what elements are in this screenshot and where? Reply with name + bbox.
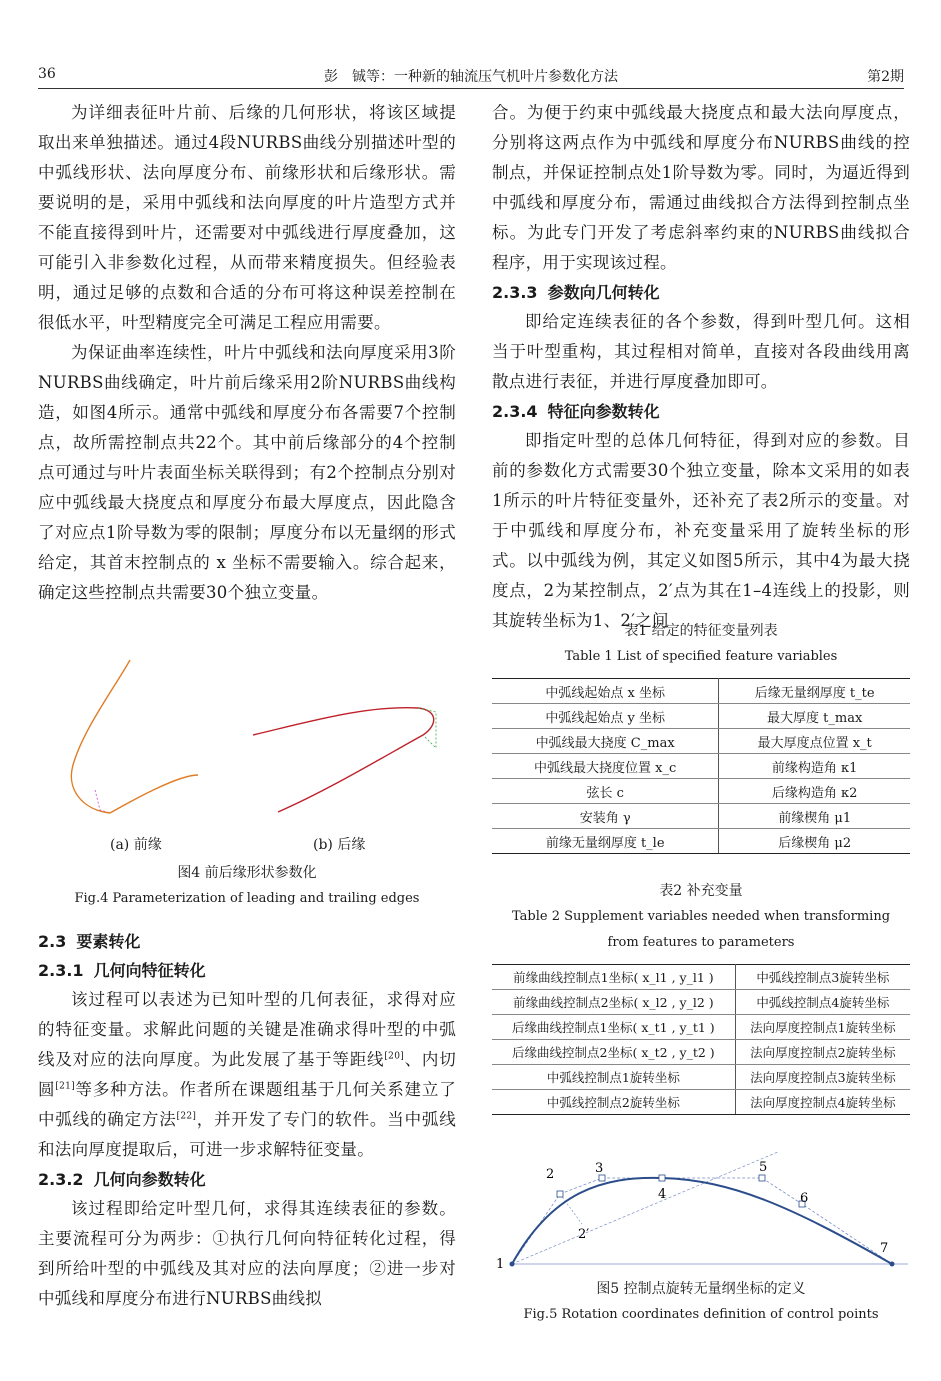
table-row: 前缘曲线控制点1坐标( x_l1 , y_l1 ) 中弧线控制点3旋转坐标	[492, 965, 910, 990]
table-2-caption-en-line2: from features to parameters	[607, 935, 795, 950]
control-point-2	[557, 1191, 563, 1197]
table-row: 前缘曲线控制点2坐标( x_l2 , y_l2 ) 中弧线控制点4旋转坐标	[492, 990, 910, 1015]
point-label: 6	[800, 1191, 809, 1206]
figure-4	[38, 650, 456, 910]
leading-edge-lower-curve	[110, 775, 198, 813]
table-row: 后缘曲线控制点2坐标( x_t2 , y_t2 ) 法向厚度控制点2旋转坐标	[492, 1040, 910, 1065]
citation: [22]	[176, 1111, 197, 1122]
figure-5-caption-en: Fig.5 Rotation coordinates definition of control points	[523, 1307, 879, 1322]
table-1-caption-cn: 表1 给定的特征变量列表	[624, 623, 778, 639]
figure-4-plot	[38, 650, 456, 830]
trailing-edge-curve	[253, 708, 434, 812]
table-1-caption-en: Table 1 List of specified feature variables	[564, 649, 838, 664]
subsection-heading: 2.3.1 几何向特征转化	[38, 961, 206, 980]
citation: [20]	[384, 1051, 405, 1062]
issue-number: 第2期	[867, 69, 904, 85]
table-2-body	[492, 964, 910, 1115]
control-point-7	[890, 1262, 895, 1267]
point-label: 5	[759, 1160, 768, 1175]
table-row: 后缘曲线控制点1坐标( x_t1 , y_t1 ) 法向厚度控制点1旋转坐标	[492, 1015, 910, 1040]
control-point-5	[759, 1175, 765, 1181]
left-column	[38, 98, 456, 608]
figure-4-caption-cn: 图4 前后缘形状参数化	[177, 865, 317, 881]
trailing-edge-control-polygon	[418, 708, 436, 748]
left-column-lower	[38, 927, 456, 1314]
paragraph: 该过程可以表述为已知叶型的几何表征，求得对应的特征变量。求解此问题的关键是准确求得叶型的中弧线及对应的法向厚度。为此发展了基于等距线[20]、内切圆[21]等多种方法。作者所在课题组基于几何关系建立了中弧线的确定方法[22]，并开发了专门的软件。当中弧线和法向厚度提取后，可进一步求解特征变量。	[38, 990, 456, 1159]
table-row: 弦长 c 后缘构造角 κ2	[492, 779, 910, 804]
table-row: 中弧线最大挠度位置 x_c 前缘构造角 κ1	[492, 754, 910, 779]
point-label: 4	[658, 1187, 667, 1202]
paragraph: 该过程即给定叶型几何，求得其连续表征的参数。主要流程可分为两步：①执行几何向特征转化过程，得到所给叶型的中弧线及其对应的法向厚度；②进一步对中弧线和厚度分布进行NURBS曲线拟	[38, 1199, 456, 1308]
point-label: 2	[546, 1167, 555, 1182]
paragraph: 为保证曲率连续性，叶片中弧线和法向厚度采用3阶NURBS曲线确定，叶片前后缘采用2阶NURBS曲线构造，如图4所示。通常中弧线和厚度分布各需要7个控制点，故所需控制点共22个。其中前后缘部分的4个控制点可通过与叶片表面坐标关联得到；有2个控制点分别对应中弧线最大挠度点和厚度分布最大厚度点，因此隐含了对应点1阶导数为零的限制；厚度分布以无量纲的形式给定，其首末控制点的 x 坐标不需要输入。综合起来，确定这些控制点共需要30个独立变量。	[38, 343, 456, 602]
section-heading: 2.3 要素转化	[38, 932, 141, 951]
figure-5-plot	[492, 1152, 910, 1276]
camber-line	[512, 1178, 892, 1264]
citation: [21]	[55, 1081, 76, 1092]
table-row: 安装角 γ 前缘楔角 μ1	[492, 804, 910, 829]
leading-edge-curve	[71, 660, 130, 813]
figure-5-caption-cn: 图5 控制点旋转无量纲坐标的定义	[596, 1281, 806, 1297]
running-header	[38, 62, 904, 89]
table-row: 中弧线控制点2旋转坐标 法向厚度控制点4旋转坐标	[492, 1090, 910, 1115]
subsection-heading: 2.3.2 几何向参数转化	[38, 1170, 206, 1189]
paragraph: 合。为便于约束中弧线最大挠度点和最大法向厚度点，分别将这两点作为中弧线和厚度分布NURBS曲线的控制点，并保证控制点处1阶导数为零。同时，为逼近得到中弧线和厚度分布，需通过曲线拟合方法得到控制点坐标。为此专门开发了考虑斜率约束的NURBS曲线拟合程序，用于实现该过程。	[492, 103, 910, 272]
table-2-caption-cn: 表2 补充变量	[659, 883, 743, 899]
point-label: 1	[496, 1257, 505, 1272]
figure-5	[492, 1152, 910, 1332]
running-title: 彭 铖等：一种新的轴流压气机叶片参数化方法	[324, 69, 618, 85]
right-column	[492, 98, 910, 636]
table-row: 中弧线起始点 x 坐标 后缘无量纲厚度 t_te	[492, 679, 910, 704]
table-2-caption-en-line1: Table 2 Supplement variables needed when transforming	[511, 909, 891, 924]
point-label: 3	[595, 1161, 604, 1176]
table-row: 前缘无量纲厚度 t_le 后缘楔角 μ2	[492, 829, 910, 854]
figure-4-caption-en: Fig.4 Parameterization of leading and trailing edges	[74, 891, 420, 906]
subfigure-b-label: (b) 后缘	[313, 837, 366, 853]
table-1-body	[492, 678, 910, 854]
page-number: 36	[38, 66, 56, 82]
control-point-4	[659, 1175, 665, 1181]
point-label: 7	[880, 1241, 889, 1256]
paragraph: 为详细表征叶片前、后缘的几何形状，将该区域提取出来单独描述。通过4段NURBS曲线分别描述叶型的中弧线形状、法向厚度分布、前缘形状和后缘形状。需要说明的是，采用中弧线和法向厚度的叶片造型方式并不能直接得到叶片，还需要对中弧线进行厚度叠加，这可能引入非参数化过程，从而带来精度损失。但经验表明，通过足够的点数和合适的分布可将这种误差控制在很低水平，叶型精度完全可满足工程应用需要。	[38, 103, 456, 332]
control-polygon	[512, 1178, 892, 1264]
table-2	[492, 878, 910, 1115]
control-point-1	[510, 1262, 515, 1267]
table-1	[492, 618, 910, 854]
subsection-heading: 2.3.3 参数向几何转化	[492, 283, 660, 302]
table-row: 中弧线起始点 y 坐标 最大厚度 t_max	[492, 704, 910, 729]
table-row: 中弧线最大挠度 C_max 最大厚度点位置 x_t	[492, 729, 910, 754]
subsection-heading: 2.3.4 特征向参数转化	[492, 402, 660, 421]
paragraph: 即给定连续表征的各个参数，得到叶型几何。这相当于叶型重构，其过程相对简单，直接对各段曲线用离散点进行表征，并进行厚度叠加即可。	[492, 312, 910, 391]
paragraph: 即指定叶型的总体几何特征，得到对应的参数。目前的参数化方式需要30个独立变量，除本文采用的如表1所示的叶片特征变量外，还补充了表2所示的变量。对于中弧线和厚度分布，补充变量采用了旋转坐标的形式。以中弧线为例，其定义如图5所示，其中4为最大挠度点，2为某控制点，2′点为其在1–4连线上的投影，则其旋转坐标为1、2′之间	[492, 431, 910, 630]
table-row: 中弧线控制点1旋转坐标 法向厚度控制点3旋转坐标	[492, 1065, 910, 1090]
point-label: 2′	[578, 1227, 590, 1242]
subfigure-a-label: (a) 前缘	[110, 837, 162, 853]
